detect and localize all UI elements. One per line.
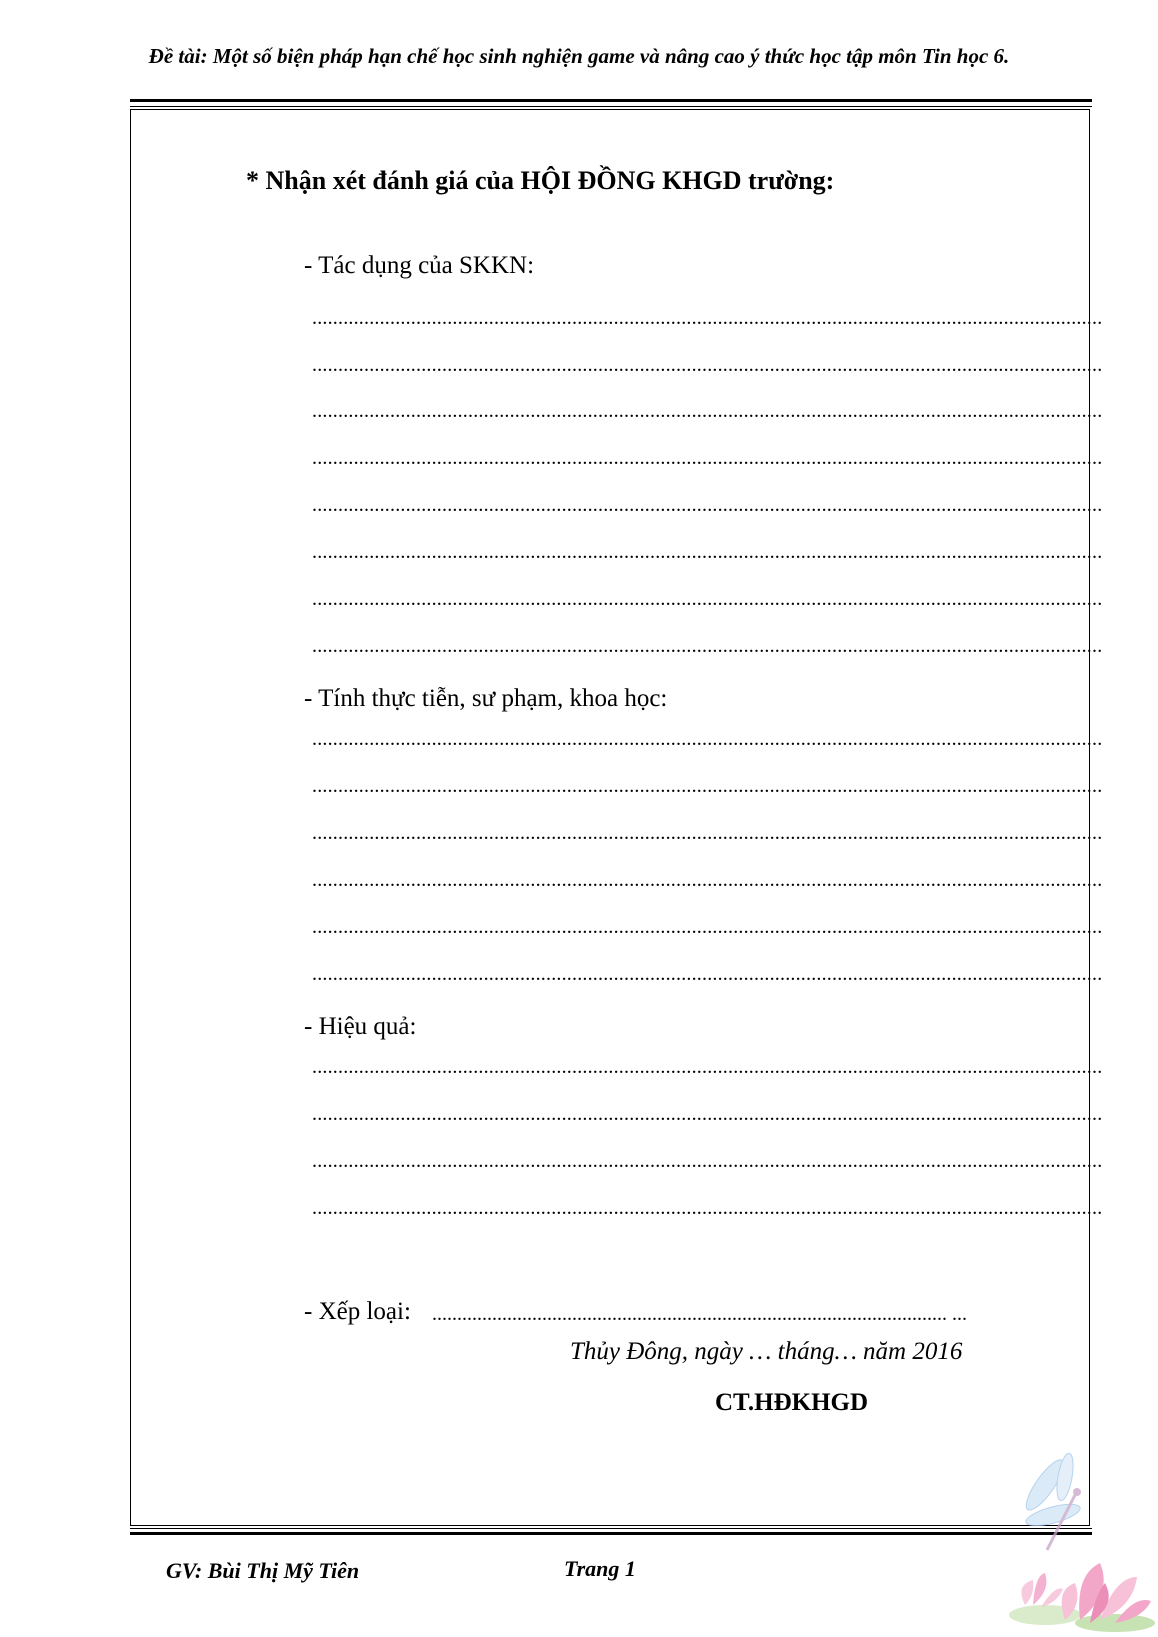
footer-rule-thin xyxy=(130,1528,1092,1529)
dotted-line: ........................................................................................................................................................ xyxy=(312,869,1103,891)
section-label-efficiency: - Hiệu quả: xyxy=(304,1013,417,1040)
classification-label: - Xếp loại: xyxy=(304,1298,411,1325)
dotted-line: ........................................................................................................................................................ xyxy=(312,1103,1103,1125)
dotted-line: ........................................................................................................................................................ xyxy=(312,963,1103,985)
dotted-line: ........................................................................................................................................................ xyxy=(312,1150,1103,1172)
dotted-line: ........................................................................................................................................................ xyxy=(312,494,1103,516)
header-rule-thin xyxy=(130,106,1092,107)
dotted-line: ........................................................................................................................................................ xyxy=(312,1056,1103,1078)
dotted-line: ........................................................................................................................................................ xyxy=(312,1197,1103,1219)
dotted-line: ........................................................................................................................................................ xyxy=(312,588,1103,610)
dotted-line: ........................................................................................................................................................ xyxy=(312,916,1103,938)
lotus-dragonfly-icon xyxy=(1005,1455,1155,1635)
evaluation-heading: * Nhận xét đánh giá của HỘI ĐỒNG KHGD trường: xyxy=(246,166,835,195)
footer-page-number: Trang 1 xyxy=(564,1556,636,1581)
footer-rule-thick xyxy=(130,1532,1092,1535)
dotted-line: ........................................................................................................................................................ xyxy=(312,354,1103,376)
footer-author: GV: Bùi Thị Mỹ Tiên xyxy=(166,1558,360,1583)
dotted-line: ........................................................................................................................................................ xyxy=(312,541,1103,563)
dotted-line: ........................................................................................................................................................ xyxy=(312,307,1103,329)
section-label-effect: - Tác dụng của SKKN: xyxy=(304,252,535,279)
header-rule-thick xyxy=(130,99,1092,102)
dotted-line: ........................................................................................................................................................ xyxy=(312,728,1103,750)
dotted-line: ........................................................................................................................................................ xyxy=(312,635,1103,657)
dotted-line: ........................................................................................................................................................ xyxy=(312,822,1103,844)
dotted-line: ........................................................................................................................................................ xyxy=(312,447,1103,469)
section-label-practicality: - Tính thực tiễn, sư phạm, khoa học: xyxy=(304,685,668,712)
date-line: Thủy Đông, ngày … tháng… năm 2016 xyxy=(570,1338,963,1365)
dotted-line: ........................................................................................................................................................ xyxy=(312,400,1103,422)
signature-title: CT.HĐKHGD xyxy=(715,1389,869,1416)
lotus-bud-icon xyxy=(1021,1573,1063,1607)
dotted-line: ........................................................................................................................................................ xyxy=(312,775,1103,797)
page-header-title: Đề tài: Một số biện pháp hạn chế học sinh nghiện game và nâng cao ý thức học tập môn Tin học 6. xyxy=(148,44,1010,68)
dragonfly-icon xyxy=(1020,1452,1082,1550)
classification-dotted-line: ....................................................................................................... ... xyxy=(432,1303,967,1325)
